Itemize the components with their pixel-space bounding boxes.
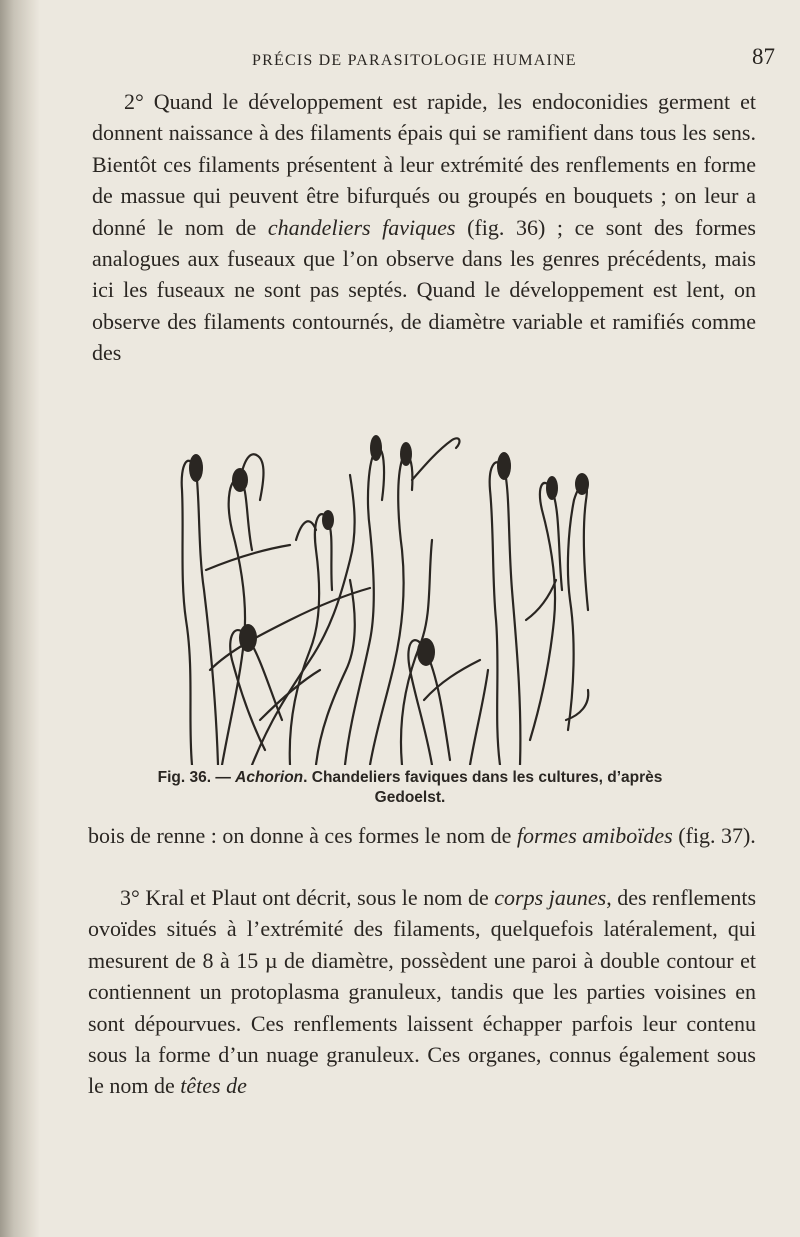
running-head: PRÉCIS DE PARASITOLOGIE HUMAINE xyxy=(252,52,577,69)
term-chandeliers-faviques: chandeliers faviques xyxy=(267,214,456,240)
filament xyxy=(222,479,252,765)
term-corps-jaunes: corps jaunes xyxy=(494,885,607,910)
club-swelling xyxy=(546,476,558,500)
filament xyxy=(252,475,355,765)
club-swelling xyxy=(232,468,248,492)
club-swelling xyxy=(497,452,511,480)
term-tetes-de: têtes de xyxy=(180,1073,247,1099)
term-formes-amiboides: formes amiboïdes xyxy=(516,823,673,848)
club-swelling xyxy=(400,442,412,466)
filament xyxy=(296,521,316,540)
paragraph-text: (fig. 36) ; ce sont des formes analogues aux fuseaux que l’on observe dans les genres précédents, mais ici les fuseaux ne sont pas septés. Quand le développement est lent, on observe des filaments contournés, de diamètre variable et ramifiés comme des xyxy=(92,214,756,366)
club-swelling xyxy=(239,624,257,652)
filament xyxy=(290,514,332,765)
paragraph-text: 2° Quand le développement est rapide, les endoconidies germent et donnent naissance à des filaments épais qui se ramifient dans tous les sens. Bientôt ces filaments présentent à leur extrémité des renflements en forme de massue qui peuvent être bifurqués ou groupés en bouquets ; on leur a donné le nom de xyxy=(92,89,756,240)
paragraph-text: , des renflements ovoïdes situés à l’extrémité des filaments, quelquefois latéralement, qui mesurent de 8 à 15 µ de diamètre, possèdent une paroi à double contour et contiennent un protoplasma granuleux, tandis que les parties voisines en sont dépourvues. Ces renflements laissent échapper parfois leur contenu sous la forme d’un nuage granuleux. Ces organes, connus également sous le nom de xyxy=(88,885,757,1099)
club-swelling xyxy=(189,454,203,482)
club-swelling xyxy=(575,473,589,495)
filament xyxy=(470,670,488,765)
filament xyxy=(345,449,384,765)
filament xyxy=(490,462,521,765)
page-number: 87 xyxy=(752,44,775,69)
figure-36-illustration xyxy=(170,420,610,765)
paragraph-formes-amiboides xyxy=(88,820,756,851)
filament xyxy=(568,483,588,730)
caption-text: . Chandeliers faviques dans les cultures, d’après Gedoelst. xyxy=(303,769,663,806)
filament xyxy=(210,588,370,670)
filament xyxy=(412,438,459,480)
filament xyxy=(370,455,412,765)
filament xyxy=(260,670,320,720)
paragraph-chandeliers xyxy=(92,86,756,369)
paragraph-corps-jaunes xyxy=(88,882,756,1102)
club-swelling xyxy=(370,435,382,461)
caption-genus: Achorion xyxy=(235,769,304,786)
figure-caption xyxy=(130,768,690,808)
club-swelling xyxy=(417,638,435,666)
paragraph-text: bois de renne : on donne à ces formes le nom de xyxy=(88,823,517,848)
filament xyxy=(526,580,556,620)
filament xyxy=(182,461,218,765)
caption-label: Fig. 36. — xyxy=(157,769,236,786)
paragraph-text: (fig. 37). xyxy=(672,823,756,848)
paragraph-text: 3° Kral et Plaut ont décrit, sous le nom de xyxy=(120,885,495,910)
club-swelling xyxy=(322,510,334,530)
filament xyxy=(206,545,290,570)
